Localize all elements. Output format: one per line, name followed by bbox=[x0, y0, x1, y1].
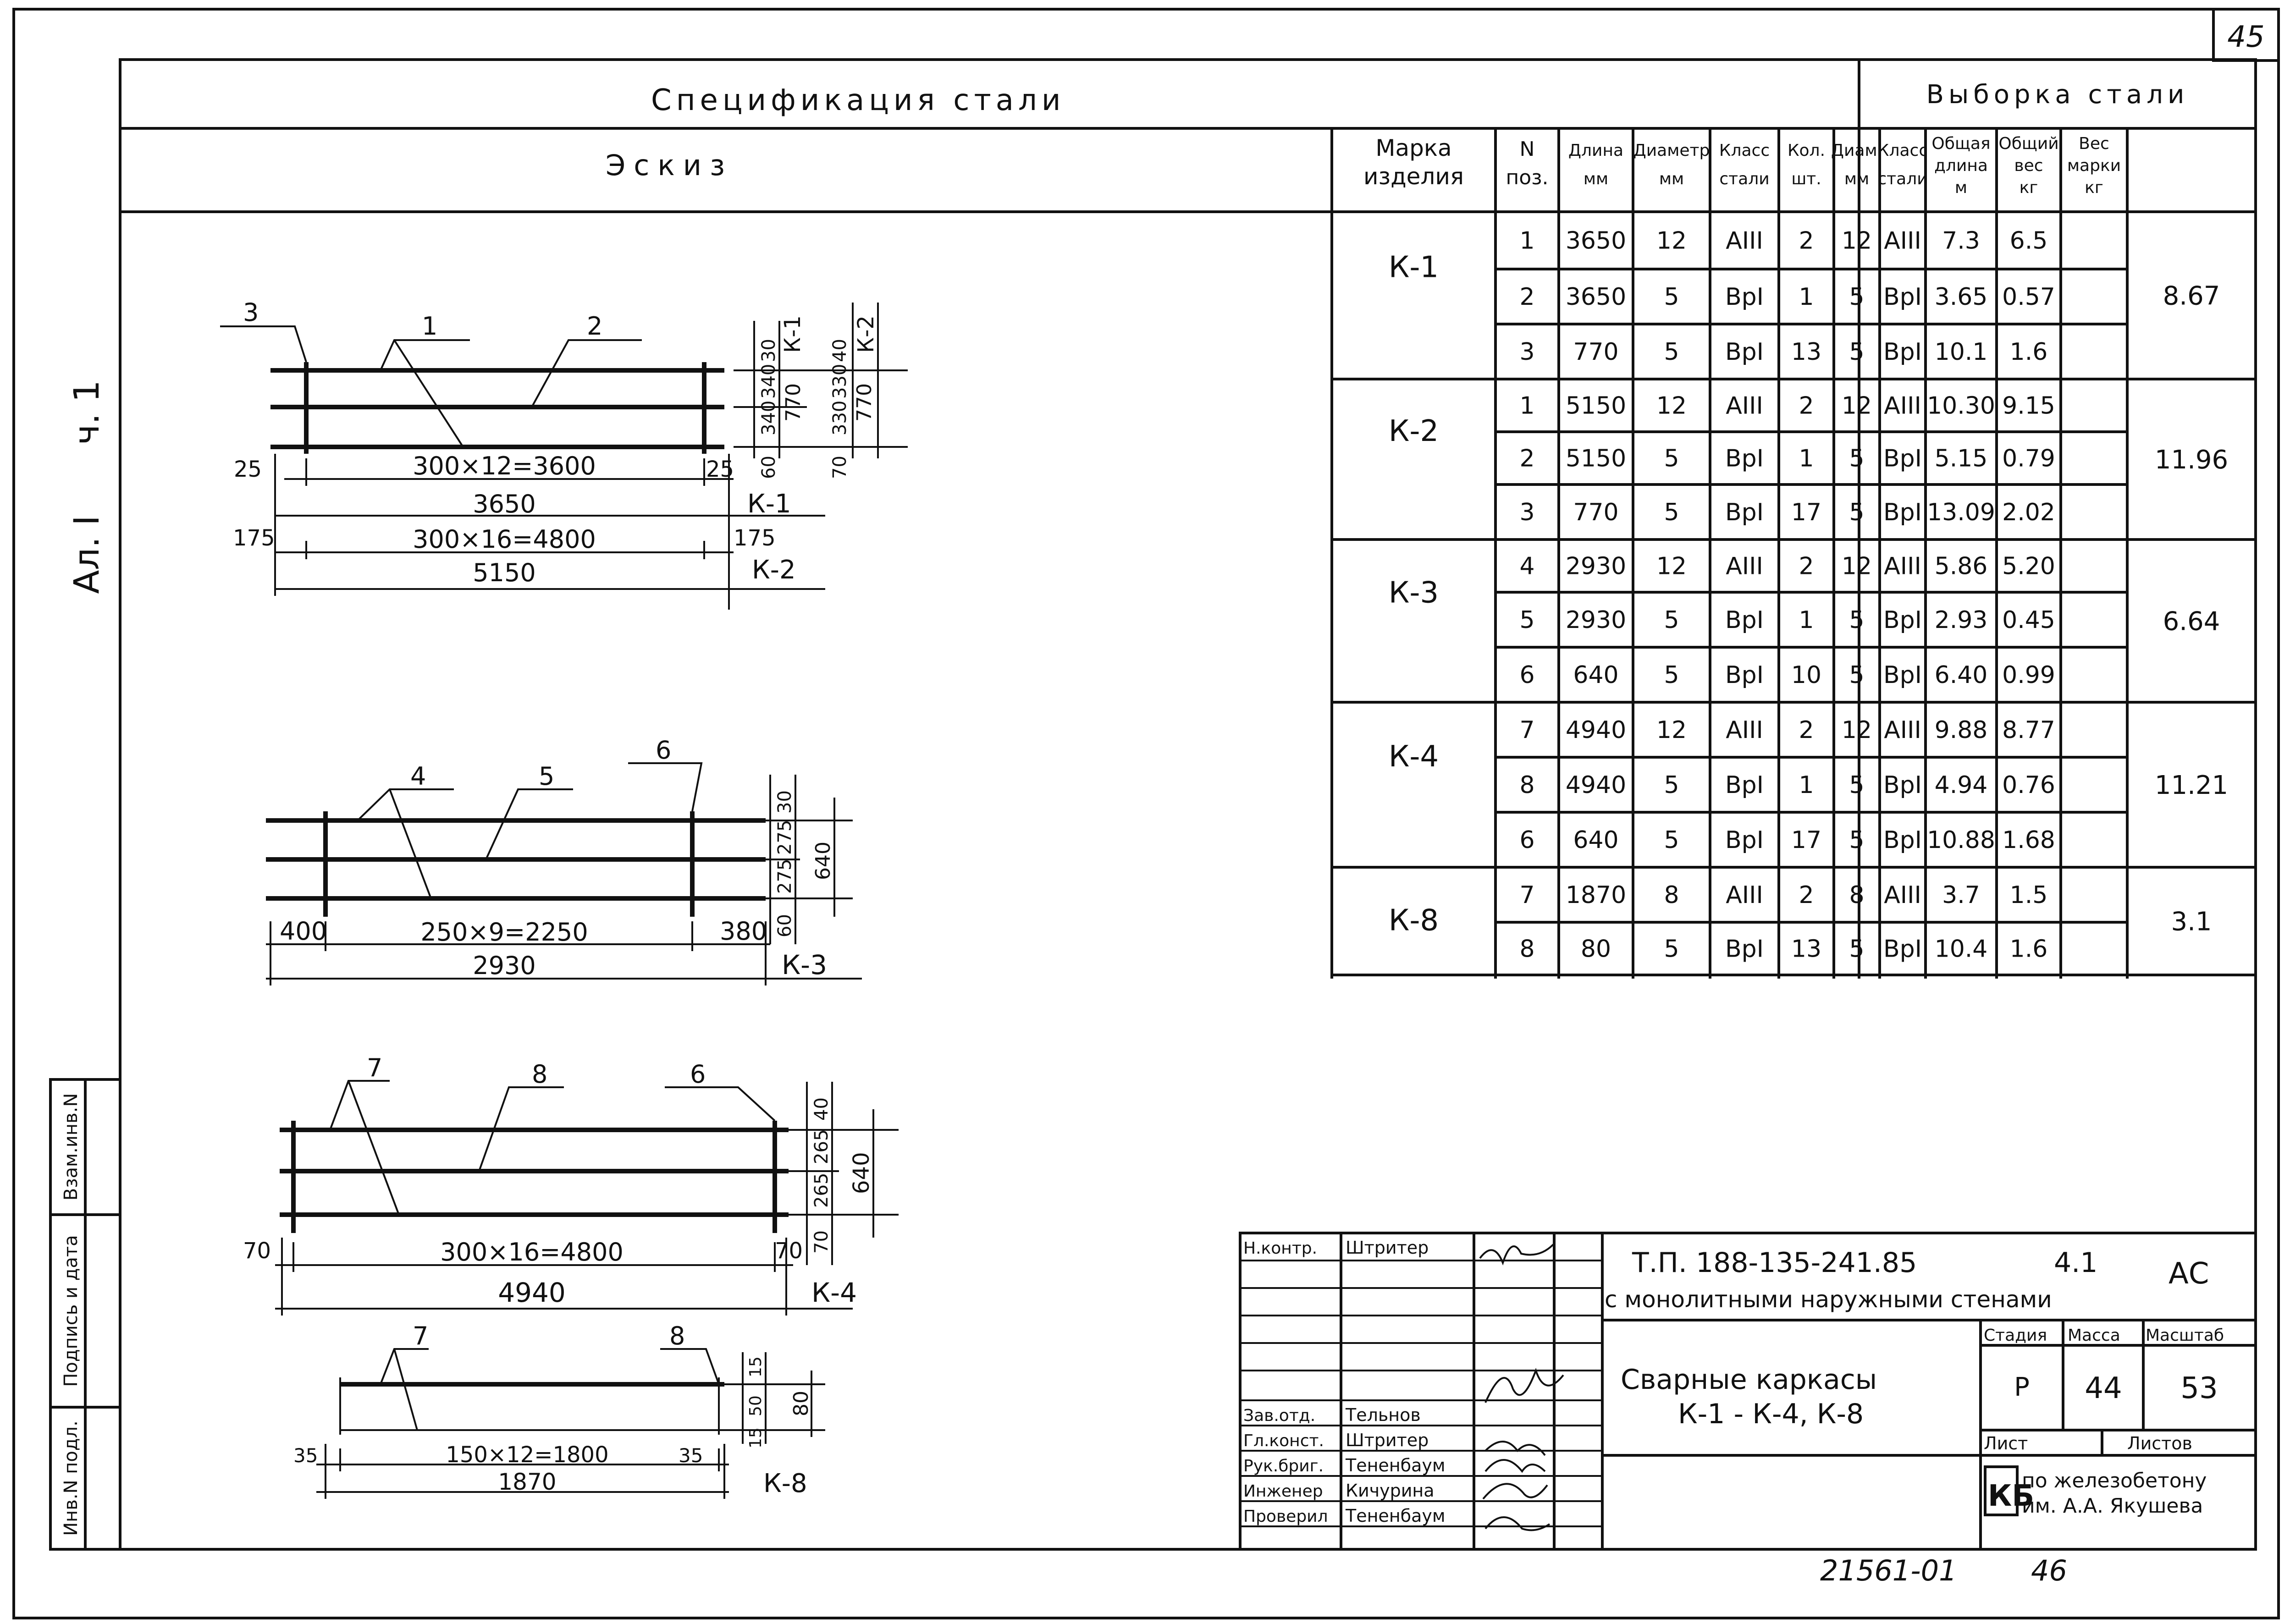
table-cell: 5.15 bbox=[1934, 445, 1988, 473]
dim-k2-span: 300×16=4800 bbox=[413, 525, 596, 554]
table-cell: 4940 bbox=[1565, 716, 1627, 744]
stage-label: Стадия bbox=[1984, 1326, 2047, 1345]
mark-k2: К-2 bbox=[752, 555, 796, 585]
footer-page: 46 bbox=[2031, 1554, 2067, 1587]
scale-label: Масштаб bbox=[2146, 1326, 2224, 1345]
table-cell: 2 bbox=[1519, 445, 1535, 473]
table-cell: 5 bbox=[1664, 935, 1679, 963]
side-stamp bbox=[50, 1079, 120, 1549]
sketch-k1-k2 bbox=[220, 298, 908, 610]
table-cell: ВрI bbox=[1883, 499, 1922, 526]
mark-k8: К-8 bbox=[763, 1469, 807, 1498]
table-cell: 8 bbox=[1519, 935, 1535, 963]
mark-k4: К-4 bbox=[811, 1277, 857, 1308]
table-cell: 5 bbox=[1664, 338, 1679, 366]
table-cell: AIII bbox=[1726, 881, 1763, 909]
table-cell: 7 bbox=[1519, 716, 1535, 744]
org-line-2: им. А.А. Якушева bbox=[2022, 1494, 2203, 1518]
table-cell: 3650 bbox=[1565, 283, 1627, 311]
table-cell: 8.77 bbox=[2002, 716, 2055, 744]
table-cell: 3 bbox=[1519, 499, 1535, 526]
table-cell: 1 bbox=[1519, 227, 1535, 255]
table-header-text: изделия bbox=[1363, 163, 1464, 190]
table-cell: 5 bbox=[1664, 606, 1679, 634]
vert-k8-1: 50 bbox=[746, 1395, 765, 1416]
vert-k1-title: К-1 bbox=[780, 315, 806, 353]
table-header-text: кг bbox=[2019, 178, 2038, 197]
sketch-k4 bbox=[243, 1053, 899, 1316]
table-cell: 5 bbox=[1849, 499, 1865, 526]
vert-k8-2: 15 bbox=[746, 1427, 765, 1448]
table-cell: 5 bbox=[1519, 606, 1535, 634]
table-cell: 0.79 bbox=[2002, 445, 2055, 473]
table-cell: 5 bbox=[1664, 661, 1679, 689]
vert-k1-3: 60 bbox=[758, 456, 779, 479]
table-header-text: Диам. bbox=[1831, 141, 1883, 160]
sample-title: Выборка стали bbox=[1926, 80, 2189, 110]
table-cell: 1 bbox=[1799, 606, 1814, 634]
vert-k4-3: 70 bbox=[811, 1230, 832, 1254]
pos-label-5: 5 bbox=[539, 762, 555, 791]
staff-name: Тененбаум bbox=[1346, 1455, 1446, 1475]
table-cell: ВрI bbox=[1883, 935, 1922, 963]
table-cell: 5 bbox=[1849, 338, 1865, 366]
staff-name: Штритер bbox=[1346, 1238, 1429, 1258]
table-cell: AIII bbox=[1726, 716, 1763, 744]
table-header-text: мм bbox=[1659, 170, 1684, 188]
table-header-text: кг bbox=[2085, 178, 2103, 197]
group-total-weight: 6.64 bbox=[2163, 606, 2220, 637]
table-cell: 5.86 bbox=[1934, 552, 1988, 580]
table-header-text: м bbox=[1954, 178, 1968, 197]
table-cell: ВрI bbox=[1725, 771, 1764, 799]
pos-label-6: 6 bbox=[656, 736, 672, 765]
vert-k3-2: 275 bbox=[774, 859, 795, 894]
table-header-text: поз. bbox=[1506, 166, 1549, 189]
group-total-weight: 3.1 bbox=[2171, 907, 2212, 937]
table-header-text: Класс bbox=[1719, 141, 1770, 160]
table-cell: 5 bbox=[1664, 445, 1679, 473]
org-line-1: по железобетону bbox=[2022, 1469, 2207, 1492]
table-cell: 12 bbox=[1841, 716, 1872, 744]
vert-k4-2: 265 bbox=[811, 1173, 832, 1208]
spec-title: Спецификация стали bbox=[651, 83, 1065, 117]
table-cell: ВрI bbox=[1725, 661, 1764, 689]
vert-k1-0: 30 bbox=[758, 339, 779, 362]
pos-label-2: 2 bbox=[587, 312, 603, 341]
table-cell: 1.6 bbox=[2009, 935, 2048, 963]
vert-k4-1: 265 bbox=[811, 1129, 832, 1164]
table-cell: 10.88 bbox=[1927, 826, 1995, 854]
table-cell: ВрI bbox=[1725, 445, 1764, 473]
table-cell: 2 bbox=[1799, 716, 1814, 744]
dim-k8-total: 1870 bbox=[498, 1469, 557, 1495]
staff-role: Гл.конст. bbox=[1243, 1431, 1324, 1450]
table-cell: 17 bbox=[1791, 826, 1822, 854]
vert-k2-2: 330 bbox=[829, 400, 850, 435]
vert-k4-total: 640 bbox=[849, 1152, 874, 1194]
sheets-label: Листов bbox=[2127, 1433, 2192, 1453]
vert-k3-0: 30 bbox=[774, 790, 795, 814]
table-cell: 13 bbox=[1791, 338, 1822, 366]
sheet-label: Лист bbox=[1984, 1433, 2028, 1453]
table-header-text: шт. bbox=[1791, 170, 1821, 188]
table-cell: 770 bbox=[1573, 499, 1619, 526]
vert-k1-1: 340 bbox=[758, 363, 779, 399]
side-label-album: Ал. I bbox=[66, 515, 107, 594]
table-cell: 4.94 bbox=[1934, 771, 1988, 799]
mass-label: Масса bbox=[2068, 1326, 2120, 1345]
table-cell: AIII bbox=[1884, 716, 1921, 744]
group-mark: К-1 bbox=[1388, 250, 1439, 285]
vert-k8-total: 80 bbox=[789, 1391, 813, 1416]
dim-k3-right: 380 bbox=[720, 917, 767, 946]
table-cell: 1 bbox=[1519, 392, 1535, 420]
dim-k1-span: 300×12=3600 bbox=[413, 451, 596, 480]
staff-name: Тененбаум bbox=[1346, 1506, 1446, 1526]
spec-table-body bbox=[1389, 227, 2228, 963]
side-label-part: ч. 1 bbox=[66, 380, 107, 445]
dim-k8-span: 150×12=1800 bbox=[446, 1442, 609, 1468]
table-cell: 8 bbox=[1664, 881, 1679, 909]
vert-k3-1: 275 bbox=[774, 820, 795, 855]
table-cell: 9.88 bbox=[1934, 716, 1988, 744]
stamp-signature-date: Подпись и дата bbox=[61, 1235, 82, 1387]
staff-role: Н.контр. bbox=[1243, 1239, 1318, 1258]
table-header-text: N bbox=[1519, 138, 1535, 161]
table-cell: 2.02 bbox=[2002, 499, 2055, 526]
table-cell: ВрI bbox=[1725, 606, 1764, 634]
staff-name: Кичурина bbox=[1346, 1481, 1435, 1501]
mark-k1: К-1 bbox=[747, 489, 791, 519]
drawing-title-2: К-1 - К-4, К-8 bbox=[1678, 1398, 1864, 1430]
table-cell: 6 bbox=[1519, 826, 1535, 854]
table-cell: AIII bbox=[1884, 881, 1921, 909]
pos-label-7-k8: 7 bbox=[413, 1321, 429, 1350]
table-cell: 2 bbox=[1519, 283, 1535, 311]
table-cell: 8 bbox=[1849, 881, 1865, 909]
table-cell: 770 bbox=[1573, 338, 1619, 366]
dim-k8-right: 35 bbox=[679, 1444, 703, 1467]
group-total-weight: 11.21 bbox=[2154, 771, 2229, 800]
table-header-text: мм bbox=[1844, 170, 1870, 188]
mark-k3: К-3 bbox=[782, 949, 828, 980]
title-block bbox=[1240, 1233, 2256, 1549]
table-header-text: вес bbox=[2014, 156, 2043, 175]
table-cell: 80 bbox=[1580, 935, 1611, 963]
table-cell: 3650 bbox=[1565, 227, 1627, 255]
vert-k2-3: 70 bbox=[829, 456, 850, 479]
table-cell: 5 bbox=[1664, 499, 1679, 526]
table-cell: AIII bbox=[1884, 552, 1921, 580]
dim-k4-span: 300×16=4800 bbox=[440, 1238, 624, 1266]
table-cell: 6.5 bbox=[2009, 227, 2048, 255]
table-header-text: длина bbox=[1934, 156, 1988, 175]
pos-label-1: 1 bbox=[422, 312, 438, 341]
table-cell: 8 bbox=[1519, 771, 1535, 799]
group-total-weight: 11.96 bbox=[2154, 445, 2229, 475]
table-cell: 10.1 bbox=[1934, 338, 1988, 366]
table-cell: 6.40 bbox=[1934, 661, 1988, 689]
table-cell: 12 bbox=[1656, 552, 1687, 580]
page-number: 45 bbox=[2227, 20, 2265, 54]
table-cell: AIII bbox=[1884, 392, 1921, 420]
sketch-k3 bbox=[266, 736, 862, 985]
table-header-text: Длина bbox=[1568, 141, 1624, 160]
table-cell: ВрI bbox=[1725, 338, 1764, 366]
table-cell: ВрI bbox=[1883, 338, 1922, 366]
table-cell: 13 bbox=[1791, 935, 1822, 963]
vert-k2-1: 330 bbox=[829, 363, 850, 399]
table-cell: 0.99 bbox=[2002, 661, 2055, 689]
table-cell: ВрI bbox=[1725, 826, 1764, 854]
table-cell: 3.7 bbox=[1942, 881, 1980, 909]
table-cell: 0.45 bbox=[2002, 606, 2055, 634]
staff-role: Зав.отд. bbox=[1243, 1406, 1316, 1425]
stamp-orig-inv: Инв.N подл. bbox=[61, 1420, 82, 1536]
table-cell: 3 bbox=[1519, 338, 1535, 366]
staff-role: Инженер bbox=[1243, 1482, 1323, 1501]
staff-role: Рук.бриг. bbox=[1243, 1457, 1324, 1475]
table-cell: 12 bbox=[1656, 392, 1687, 420]
group-total-weight: 8.67 bbox=[2163, 281, 2220, 311]
staff-name: Штритер bbox=[1346, 1430, 1429, 1450]
table-cell: ВрI bbox=[1883, 826, 1922, 854]
table-cell: 9.15 bbox=[2002, 392, 2055, 420]
staff-name: Тельнов bbox=[1346, 1405, 1421, 1425]
table-cell: AIII bbox=[1726, 392, 1763, 420]
table-cell: ВрI bbox=[1883, 771, 1922, 799]
table-cell: 5150 bbox=[1565, 445, 1627, 473]
table-cell: 12 bbox=[1841, 227, 1872, 255]
doc-part: 4.1 bbox=[2054, 1247, 2098, 1279]
table-cell: 1870 bbox=[1565, 881, 1627, 909]
table-header-text: Класс bbox=[1877, 141, 1928, 160]
table-cell: 0.76 bbox=[2002, 771, 2055, 799]
drawing-title-1: Сварные каркасы bbox=[1621, 1364, 1877, 1396]
dim-k8-left: 35 bbox=[293, 1444, 318, 1467]
sketch-k8 bbox=[293, 1321, 825, 1499]
table-cell: AIII bbox=[1726, 552, 1763, 580]
table-cell: 5 bbox=[1664, 771, 1679, 799]
table-cell: 1 bbox=[1799, 283, 1814, 311]
table-cell: 2930 bbox=[1565, 552, 1627, 580]
vert-k1-total: 770 bbox=[782, 383, 805, 422]
table-cell: 5 bbox=[1849, 283, 1865, 311]
table-cell: AIII bbox=[1884, 227, 1921, 255]
dim-k3-span: 250×9=2250 bbox=[420, 918, 588, 947]
table-cell: ВрI bbox=[1883, 661, 1922, 689]
dim-k2-total: 5150 bbox=[473, 558, 536, 587]
table-cell: AIII bbox=[1726, 227, 1763, 255]
table-cell: 12 bbox=[1656, 227, 1687, 255]
table-header-text: Общая bbox=[1931, 134, 1991, 153]
table-header-text: стали bbox=[1877, 170, 1928, 188]
table-cell: 2 bbox=[1799, 552, 1814, 580]
dim-k3-left: 400 bbox=[280, 917, 327, 946]
table-cell: ВрI bbox=[1883, 445, 1922, 473]
doc-section: АС bbox=[2169, 1257, 2209, 1291]
table-cell: 1.6 bbox=[2009, 338, 2048, 366]
dim-k1-left: 25 bbox=[234, 457, 262, 482]
table-cell: 0.57 bbox=[2002, 283, 2055, 311]
vert-k2-title: К-2 bbox=[853, 315, 879, 353]
stage-value: Р bbox=[2014, 1372, 2030, 1402]
table-header-text: мм bbox=[1583, 170, 1609, 188]
group-mark: К-3 bbox=[1388, 576, 1439, 610]
table-header-text: Вес bbox=[2079, 134, 2109, 153]
table-cell: 1.68 bbox=[2002, 826, 2055, 854]
doc-subtitle: с монолитными наружными стенами bbox=[1605, 1286, 2052, 1313]
group-mark: К-8 bbox=[1388, 903, 1439, 938]
table-cell: 12 bbox=[1841, 392, 1872, 420]
stamp-replace-inv: Взам.инв.N bbox=[61, 1093, 82, 1201]
mass-value: 44 bbox=[2085, 1371, 2122, 1405]
dim-k1-right: 25 bbox=[706, 457, 734, 482]
sketch-header: Эскиз bbox=[605, 149, 734, 182]
table-cell: 6 bbox=[1519, 661, 1535, 689]
table-cell: 10.4 bbox=[1934, 935, 1988, 963]
table-cell: 1 bbox=[1799, 445, 1814, 473]
table-cell: ВрI bbox=[1725, 283, 1764, 311]
table-cell: ВрI bbox=[1883, 283, 1922, 311]
table-cell: 2 bbox=[1799, 227, 1814, 255]
footer-code: 21561-01 bbox=[1820, 1554, 1957, 1587]
table-cell: 5.20 bbox=[2002, 552, 2055, 580]
table-cell: ВрI bbox=[1725, 499, 1764, 526]
table-cell: 5 bbox=[1849, 445, 1865, 473]
org-logo: КБ bbox=[1988, 1479, 2035, 1513]
dim-k4-right: 70 bbox=[775, 1238, 803, 1264]
dim-k2-left: 175 bbox=[233, 525, 275, 551]
table-header-text: марки bbox=[2067, 156, 2121, 175]
table-header-text: Диаметр bbox=[1633, 141, 1710, 160]
pos-label-4: 4 bbox=[410, 762, 426, 791]
vert-k4-0: 40 bbox=[811, 1097, 832, 1121]
table-cell: 5 bbox=[1849, 606, 1865, 634]
table-header-text: стали bbox=[1719, 170, 1770, 188]
vert-k8-0: 15 bbox=[746, 1356, 765, 1377]
table-cell: 13.09 bbox=[1927, 499, 1995, 526]
table-header-text: Общий bbox=[1998, 134, 2059, 153]
spec-table-headers bbox=[1363, 134, 2121, 197]
dim-k4-left: 70 bbox=[243, 1238, 271, 1264]
table-cell: 5150 bbox=[1565, 392, 1627, 420]
table-cell: 7 bbox=[1519, 881, 1535, 909]
table-cell: 4940 bbox=[1565, 771, 1627, 799]
table-cell: 12 bbox=[1841, 552, 1872, 580]
pos-label-8-k8: 8 bbox=[669, 1321, 685, 1350]
table-cell: 1 bbox=[1799, 771, 1814, 799]
dim-k4-total: 4940 bbox=[498, 1277, 566, 1308]
vert-k3-3: 60 bbox=[774, 914, 795, 937]
dim-k1-total: 3650 bbox=[473, 490, 536, 518]
table-cell: 4 bbox=[1519, 552, 1535, 580]
table-cell: ВрI bbox=[1883, 606, 1922, 634]
table-cell: 2 bbox=[1799, 881, 1814, 909]
table-cell: 2930 bbox=[1565, 606, 1627, 634]
table-cell: 2 bbox=[1799, 392, 1814, 420]
staff-role: Проверил bbox=[1243, 1507, 1328, 1526]
table-cell: 17 bbox=[1791, 499, 1822, 526]
table-cell: 7.3 bbox=[1942, 227, 1980, 255]
table-cell: 5 bbox=[1849, 826, 1865, 854]
table-header-text: Марка bbox=[1375, 135, 1452, 161]
pos-label-8: 8 bbox=[532, 1060, 548, 1089]
table-cell: 2.93 bbox=[1934, 606, 1988, 634]
table-cell: 10.30 bbox=[1927, 392, 1995, 420]
table-cell: 3.65 bbox=[1934, 283, 1988, 311]
dim-k2-right: 175 bbox=[734, 525, 776, 551]
doc-code: Т.П. 188-135-241.85 bbox=[1632, 1247, 1917, 1279]
pos-label-7: 7 bbox=[367, 1053, 383, 1082]
group-mark: К-2 bbox=[1388, 414, 1439, 448]
table-cell: 5 bbox=[1664, 826, 1679, 854]
table-cell: 5 bbox=[1849, 771, 1865, 799]
table-cell: 10 bbox=[1791, 661, 1822, 689]
table-cell: 12 bbox=[1656, 716, 1687, 744]
table-cell: 5 bbox=[1849, 935, 1865, 963]
table-cell: 640 bbox=[1573, 661, 1619, 689]
table-cell: ВрI bbox=[1725, 935, 1764, 963]
group-mark: К-4 bbox=[1388, 740, 1439, 774]
pos-label-6-k4: 6 bbox=[690, 1060, 706, 1089]
vert-k3-total: 640 bbox=[811, 842, 835, 880]
table-cell: 1.5 bbox=[2009, 881, 2048, 909]
table-cell: 5 bbox=[1664, 283, 1679, 311]
vert-k1-2: 340 bbox=[758, 400, 779, 435]
scale-value: 53 bbox=[2180, 1371, 2218, 1405]
table-cell: 640 bbox=[1573, 826, 1619, 854]
table-cell: 5 bbox=[1849, 661, 1865, 689]
vert-k2-total: 770 bbox=[853, 383, 876, 422]
table-header-text: Кол. bbox=[1787, 141, 1826, 160]
vert-k2-0: 40 bbox=[829, 339, 850, 362]
pos-label-3: 3 bbox=[243, 298, 259, 327]
dim-k3-total: 2930 bbox=[473, 951, 536, 980]
